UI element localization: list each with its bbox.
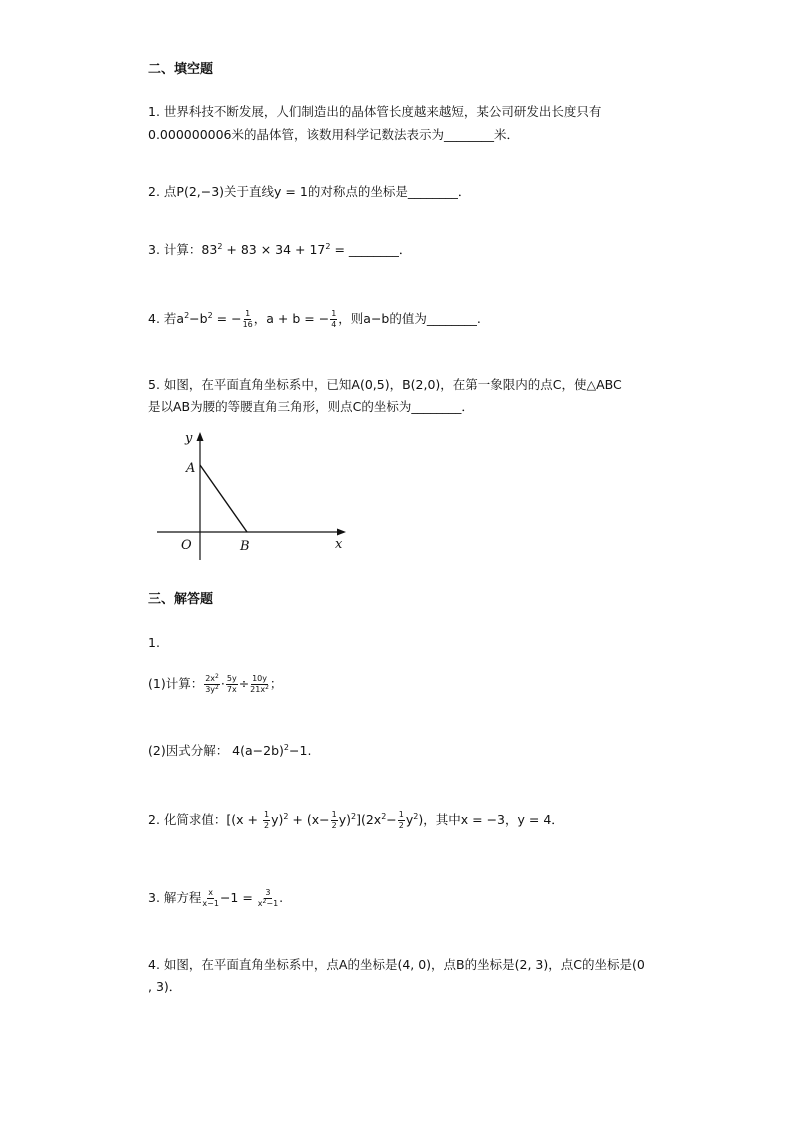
label-y: y [185,431,193,446]
s3q1-dot: · [220,676,225,691]
section-heading-solve: 三、解答题 [148,592,214,607]
label-a: A [186,461,196,476]
y-axis-arrow [197,432,204,441]
s3q3-fraction-2: $\frac{3}{x^2-1}$ [257,888,279,908]
label-x: x [335,537,343,552]
s3q2-half-1: $\frac{1}{2}$ [263,810,270,830]
q4-fraction-2: $\frac{1}{4}$ [331,309,337,329]
s3q1-fraction-2: $\frac{5y}{7x}$ [226,674,237,694]
s3-question-1-part1 [148,670,282,698]
s3-question-4-line1: 4. 如图，在平面直角坐标系中，点A的坐标是(4, 0)，点B的坐标是(2, 3)，点C的坐标是(0 [148,957,645,972]
q3-exp-2: 2 [325,242,331,251]
s3-question-3: 3. 解方程 $\frac{x}{x-1}$ −1 = $\frac{3}{x^2-1}$ . [148,888,284,908]
coordinate-figure [152,426,362,566]
q4-prefix: 4. 若a [148,311,185,326]
question-5-line1: 5. 如图，在平面直角坐标系中，已知A(0,5)，B(2,0)，在第一象限内的点C，使△ABC [148,377,622,392]
label-o: O [181,538,192,553]
segment-ab [200,465,247,532]
question-1-line2: 0.000000006米的晶体管，该数用科学记数法表示为________米． [148,127,520,142]
question-2: 2. 点P(2,−3)关于直线y = 1的对称点的坐标是________． [148,184,471,199]
q3-suffix: = ________． [330,242,412,257]
q4-suffix: ，则a−b的值为________. [338,311,481,326]
q4-mid: −b [189,311,208,326]
q4-mid2: ，a + b = − [253,311,330,326]
q3-mid: + 83 × 34 + 17 [222,242,326,257]
s3q1-p1-prefix: (1)计算： [148,676,204,691]
question-4 [148,306,481,332]
label-b: B [240,539,250,554]
question-1-line1: 1. 世界科技不断发展，人们制造出的晶体管长度越来越短，某公司研发出长度只有 [148,104,602,119]
q3-prefix: 3. 计算：83 [148,242,218,257]
s3-question-1-part2: (2)因式分解： $4(a-2b)^2-1$. [148,743,312,758]
q4-exp-2: 2 [207,311,213,320]
q4-eq: = − [212,311,242,326]
question-5-line2: 是以AB为腰的等腰直角三角形，则点C的坐标为________． [148,399,474,414]
s3q1-p1-suffix: ； [269,676,283,691]
s3q2-half-3: $\frac{1}{2}$ [398,810,404,830]
s3q1-fraction-1: $\frac{2x^2}{3y^2}$ [205,673,219,694]
question-3 [148,240,411,260]
s3-question-2: 2. 化简求值：[(x + $\frac{1}{2}$ y)$^2$ + (x− $\frac{1}{2}$ $y)^2](2x^2-$ $\frac{1}{2}$ $y^2$)，其中x = −3，y = 4． [148,810,564,830]
s3q1-div: ÷ [238,676,250,691]
s3-question-4-line2: , 3)． [148,979,182,994]
x-axis-arrow [337,529,346,536]
q4-exp-1: 2 [184,311,190,320]
s3q2-half-2: $\frac{1}{2}$ [331,810,337,830]
s3q3-fraction-1: $\frac{x}{x-1}$ [202,888,219,908]
s3-question-1-number: 1. [148,635,160,650]
q3-exp-1: 2 [217,242,223,251]
section-heading-fill-in: 二、填空题 [148,62,214,77]
s3q1-fraction-3: $\frac{10y}{21x^2}$ [250,674,269,694]
q4-fraction-1: $\frac{1}{16}$ [242,309,253,329]
